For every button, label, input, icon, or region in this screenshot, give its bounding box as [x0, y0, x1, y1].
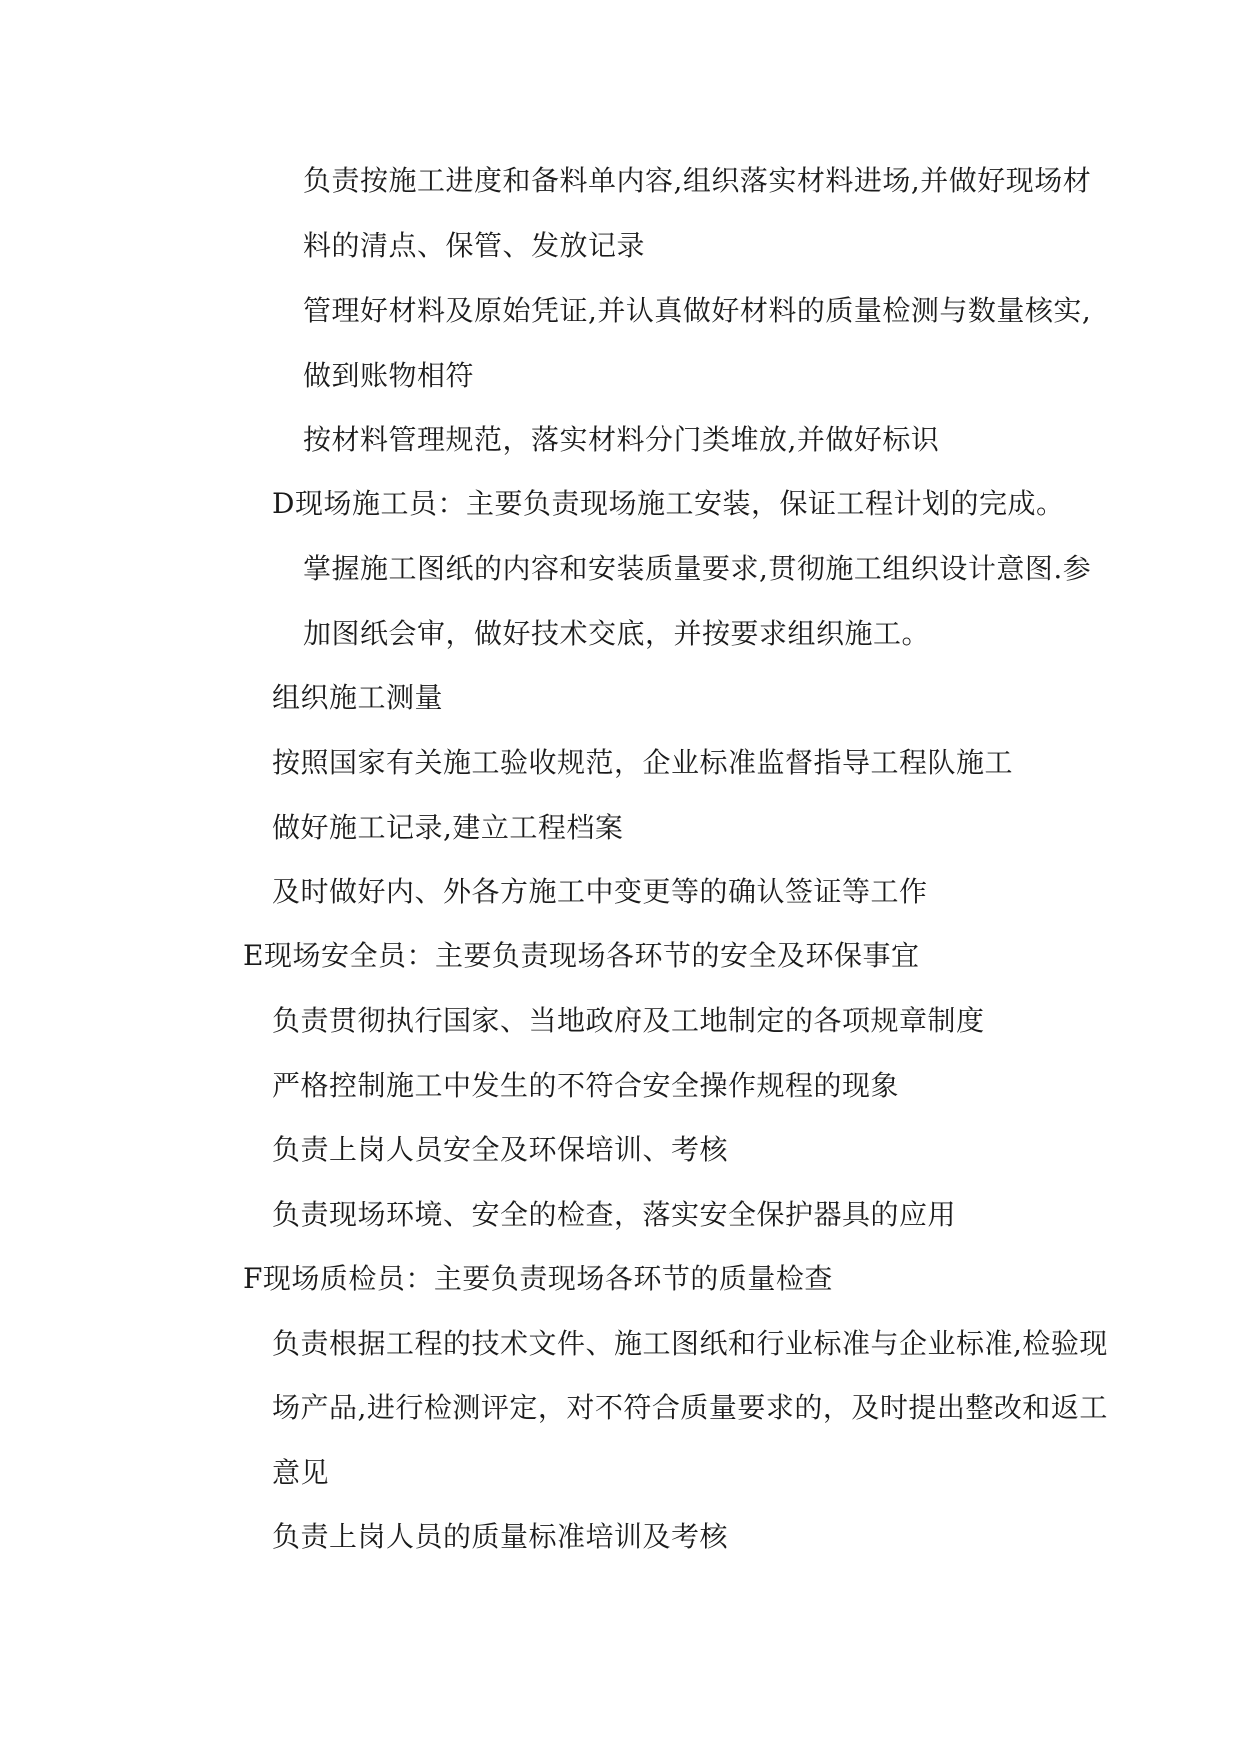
construction-duty-line-3: 按照国家有关施工验收规范，企业标准监督指导工程队施工	[272, 746, 1014, 779]
section-heading-f: F现场质检员：主要负责现场各环节的质量检查	[243, 1262, 833, 1295]
construction-duty-line-4: 做好施工记录,建立工程档案	[272, 811, 624, 844]
quality-duty-line-1-end: 意见	[272, 1456, 330, 1489]
safety-duty-line-2: 严格控制施工中发生的不符合安全操作规程的现象	[272, 1069, 900, 1102]
material-duty-line-1-cont: 料的清点、保管、发放记录	[303, 229, 646, 262]
construction-duty-line-2: 组织施工测量	[272, 681, 444, 714]
safety-duty-line-4: 负责现场环境、安全的检查，落实安全保护器具的应用	[272, 1198, 957, 1231]
section-heading-e: E现场安全员：主要负责现场各环节的安全及环保事宜	[243, 939, 920, 972]
quality-duty-line-1: 负责根据工程的技术文件、施工图纸和行业标准与企业标准,检验现	[272, 1327, 1108, 1360]
construction-duty-line-1-cont: 加图纸会审，做好技术交底，并按要求组织施工。	[303, 617, 931, 650]
safety-duty-line-1: 负责贯彻执行国家、当地政府及工地制定的各项规章制度	[272, 1004, 985, 1037]
material-duty-line-2: 管理好材料及原始凭证,并认真做好材料的质量检测与数量核实,	[303, 294, 1092, 327]
section-heading-d: D现场施工员：主要负责现场施工安装，保证工程计划的完成。	[272, 487, 1065, 520]
material-duty-line-2-cont: 做到账物相符	[303, 359, 475, 392]
material-duty-line-3: 按材料管理规范，落实材料分门类堆放,并做好标识	[303, 423, 940, 456]
safety-duty-line-3: 负责上岗人员安全及环保培训、考核	[272, 1133, 729, 1166]
quality-duty-line-1-cont: 场产品,进行检测评定，对不符合质量要求的，及时提出整改和返工	[272, 1391, 1108, 1424]
quality-duty-line-2: 负责上岗人员的质量标准培训及考核	[272, 1520, 729, 1553]
construction-duty-line-5: 及时做好内、外各方施工中变更等的确认签证等工作	[272, 875, 928, 908]
construction-duty-line-1: 掌握施工图纸的内容和安装质量要求,贯彻施工组织设计意图.参	[303, 552, 1092, 585]
material-duty-line-1: 负责按施工进度和备料单内容,组织落实材料进场,并做好现场材	[303, 164, 1092, 197]
